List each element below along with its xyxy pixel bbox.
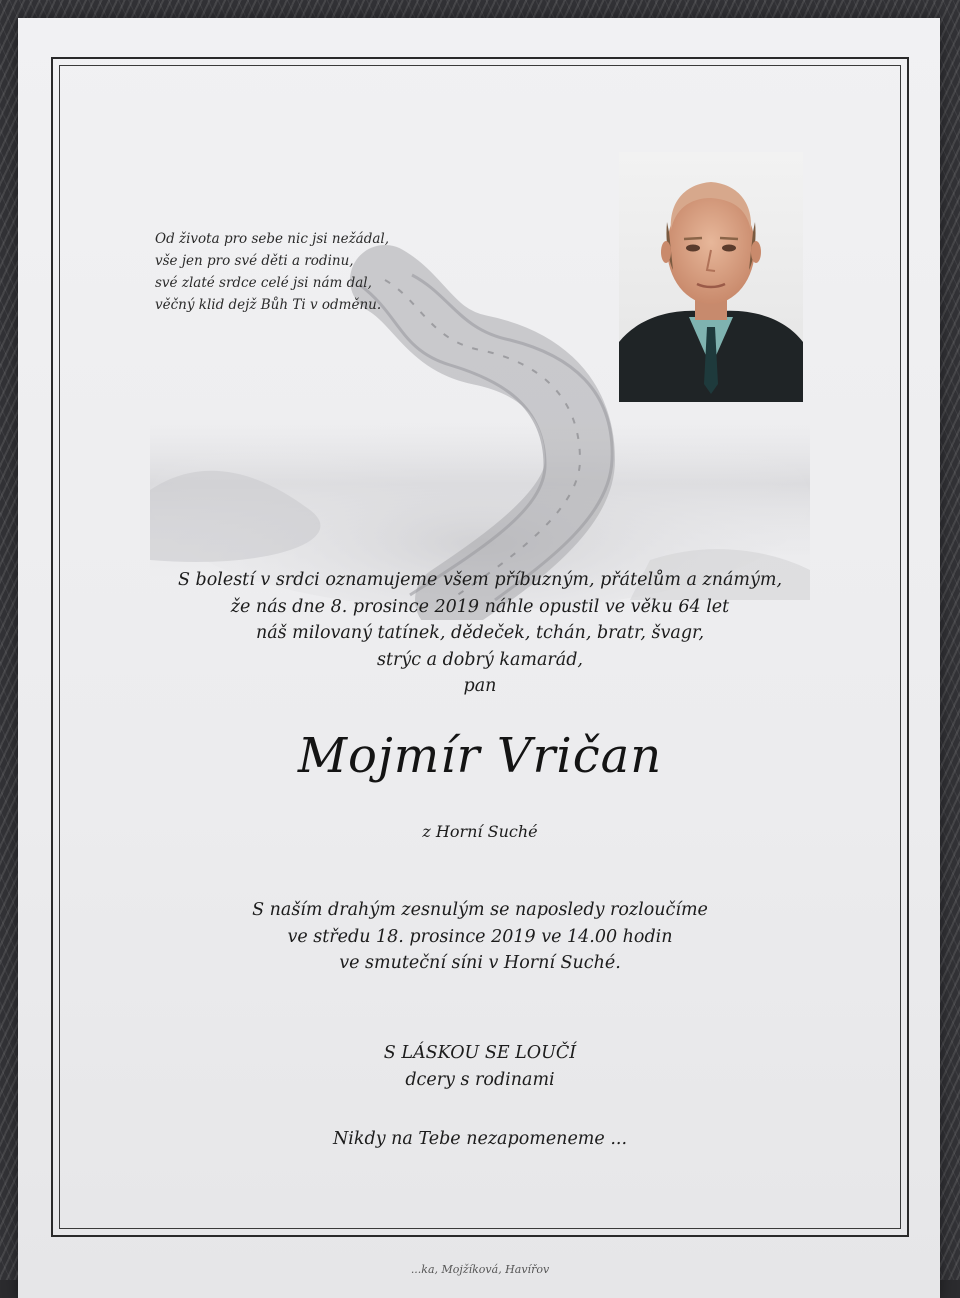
farewell-from: dcery s rodinami [405, 1070, 555, 1090]
death-announcement [80, 567, 880, 700]
poem-line: věčný klid dejž Bůh Ti v odměnu. [155, 297, 382, 313]
portrait-photo [619, 152, 803, 402]
announcement-line: náš milovaný tatínek, dědeček, tchán, bratr, švagr, [255, 623, 705, 643]
announcement-line: pan [463, 676, 497, 696]
announcement-line: že nás dne 8. prosince 2019 náhle opustil ve věku 64 let [230, 596, 730, 617]
closing-line: Nikdy na Tebe nezapomeneme ... [332, 1129, 628, 1149]
deceased-name: Mojmír Vričan [297, 728, 663, 784]
farewell-heading: S LÁSKOU SE LOUČÍ [383, 1043, 577, 1063]
poem-line: Od života pro sebe nic jsi nežádal, [155, 231, 390, 247]
ceremony-line: ve smuteční síni v Horní Suché. [339, 953, 621, 973]
poem-line: vše jen pro své děti a rodinu, [155, 253, 354, 269]
deceased-origin: z Horní Suché [422, 822, 538, 841]
farewell [80, 1040, 880, 1094]
announcement-line: strýc a dobrý kamarád, [376, 649, 583, 670]
announcement-line: S bolestí v srdci oznamujeme všem příbuzným, přátelům a známým, [177, 570, 783, 590]
poem [155, 228, 455, 316]
ceremony-line: S naším drahým zesnulým se naposledy rozloučíme [252, 900, 708, 920]
printer-note: ...ka, Mojžíková, Havířov [410, 1263, 550, 1276]
poem-line: své zlaté srdce celé jsi nám dal, [155, 275, 372, 291]
ceremony-details [80, 897, 880, 977]
ceremony-line: ve středu 18. prosince 2019 ve 14.00 hodin [287, 926, 673, 947]
